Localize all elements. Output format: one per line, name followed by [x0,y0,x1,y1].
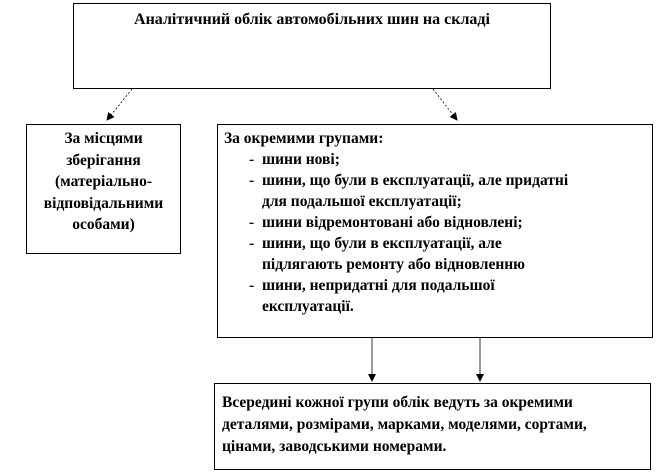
bullet-dash: - [249,151,255,168]
arrow-root-to-storage [107,89,132,120]
group-item-line: для подальшої експлуатації; [262,193,462,210]
group-item-line: експлуатації. [262,298,354,315]
storage-location-line-1: За місцями [64,130,143,147]
within-group-line-1: Всередині кожної групи облік ведуть за окремими [222,394,573,411]
group-item-line: шини відремонтовані або відновлені; [262,214,523,231]
storage-location-line-5: особами) [72,216,135,233]
groups-node [217,124,653,338]
groups-heading: За окремими групами: [224,130,384,147]
bullet-dash: - [249,235,255,252]
group-item-new-tires [218,149,652,170]
groups-list [218,149,652,317]
within-group-node [214,383,651,470]
storage-location-text [31,128,176,236]
group-item-repaired [218,212,652,233]
group-item-line: шини нові; [262,151,340,168]
storage-location-line-2: зберігання [66,151,141,169]
root-node-box [73,3,551,89]
group-item-unusable [218,275,652,317]
bullet-dash: - [249,172,255,189]
group-item-line: шини, що були в експлуатації, але [262,235,502,252]
within-group-line-3: цінами, заводськими номерами. [222,438,447,455]
group-item-line: шини, непридатні для подальшої [262,277,495,294]
group-item-used-usable [218,170,652,212]
root-node-title: Аналітичний облік автомобільних шин на складі [134,11,490,28]
bullet-dash: - [249,277,255,294]
arrow-root-to-groups [433,89,457,120]
group-item-line: шини, що були в експлуатації, але придатні [262,172,569,189]
within-group-line-2: деталями, розмірами, марками, моделями, сортами, [222,416,587,433]
storage-location-node [26,124,181,254]
storage-location-line-4: відповідальними [43,194,164,212]
bullet-dash: - [249,214,255,231]
group-item-line: підлягають ремонту або відновленню [262,256,526,273]
group-item-need-repair [218,233,652,275]
within-group-text [222,392,644,458]
storage-location-line-3: (матеріально- [54,173,152,190]
